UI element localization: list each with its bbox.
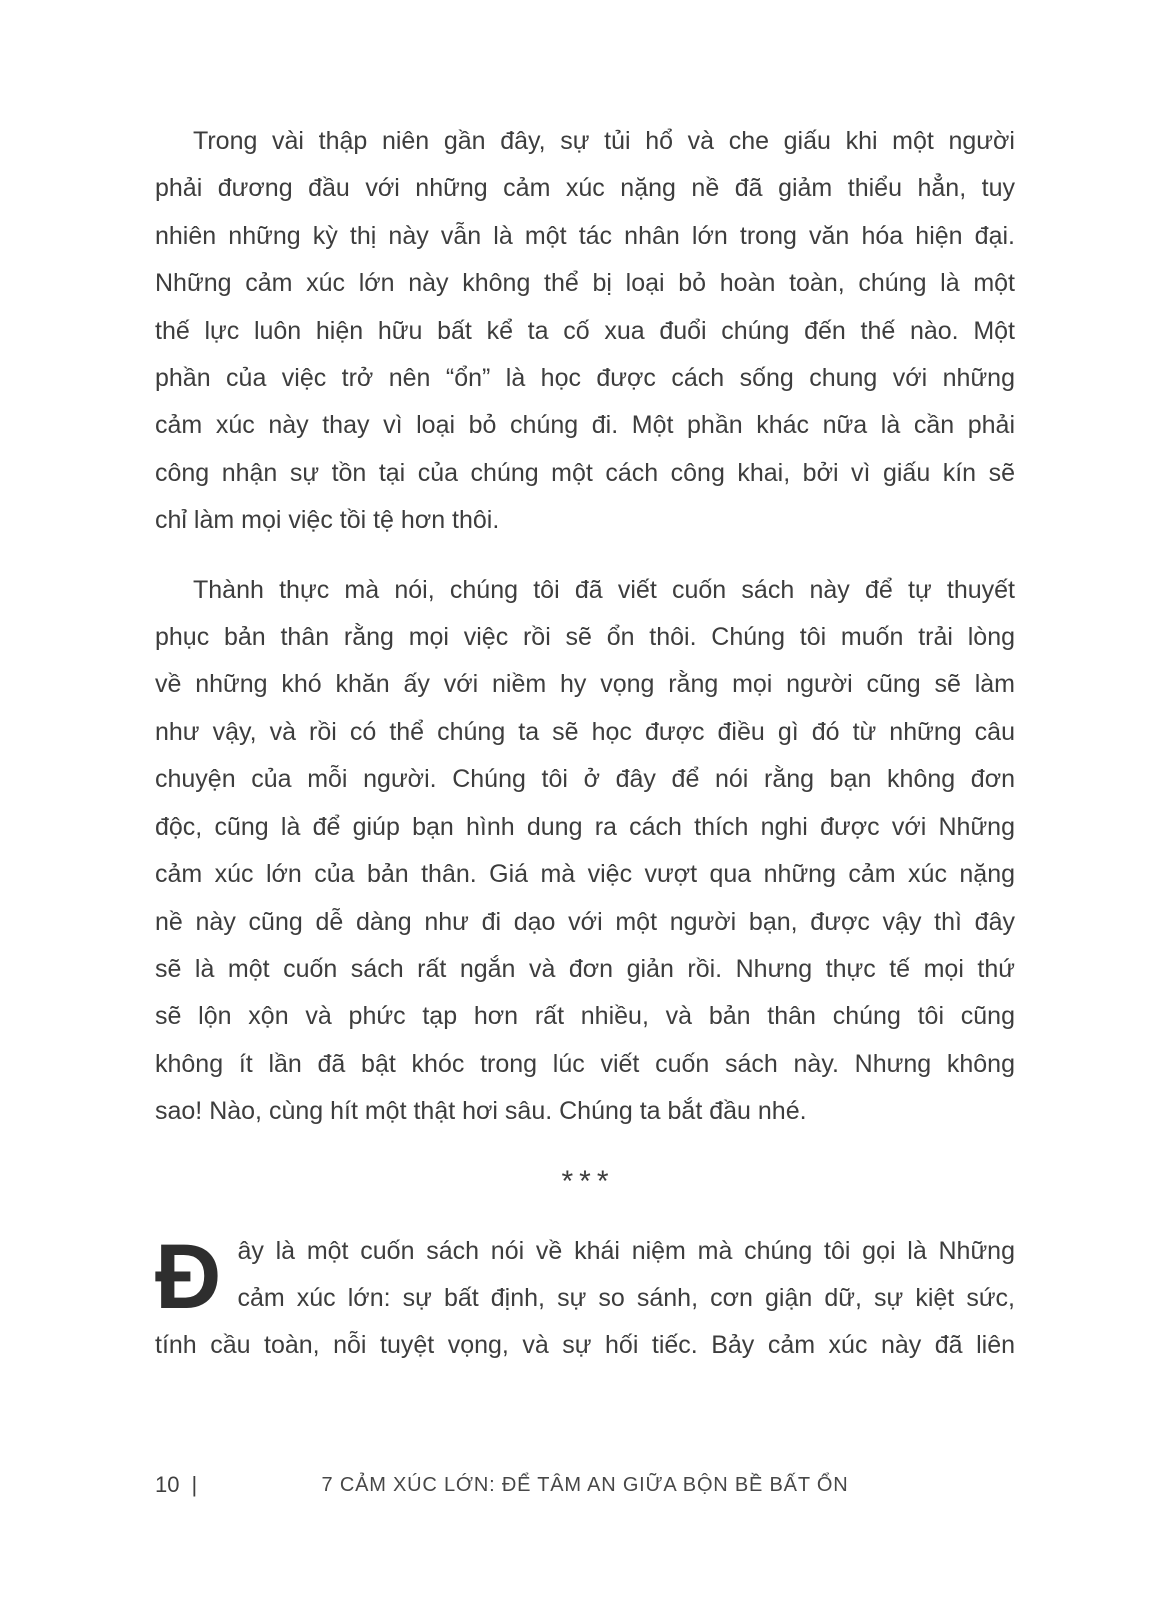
footer-divider-bar: | [191, 1472, 198, 1497]
dropcap-paragraph [155, 1225, 1015, 1370]
text-line: cảm xúc này thay vì loại bỏ chúng đi. Một phần khác nữa là cần phải [155, 411, 1015, 440]
dropcap-letter: Đ [155, 1225, 222, 1328]
text-line: cảm xúc lớn: sự bất định, sự so sánh, cơn giận dữ, sự kiệt sức, [237, 1283, 1015, 1312]
text-line: sẽ là một cuốn sách rất ngắn và đơn giản rồi. Nhưng thực tế mọi thứ [155, 954, 1015, 983]
text-line: phục bản thân rằng mọi việc rồi sẽ ổn thôi. Chúng tôi muốn trải lòng [155, 623, 1015, 652]
text-line: ây là một cuốn sách nói về khái niệm mà chúng tôi gọi là Những [237, 1236, 1015, 1265]
text-line: về những khó khăn ấy với niềm hy vọng rằng mọi người cũng sẽ làm [155, 670, 1015, 699]
text-line: Trong vài thập niên gần đây, sự tủi hổ và che giấu khi một người [193, 127, 1015, 155]
text-line: không ít lần đã bật khóc trong lúc viết cuốn sách này. Nhưng không [155, 1049, 1015, 1078]
text-line: công nhận sự tồn tại của chúng một cách công khai, bởi vì giấu kín sẽ [155, 458, 1015, 487]
text-line: nhiên những kỳ thị này vẫn là một tác nhân lớn trong văn hóa hiện đại. [155, 221, 1015, 250]
text-line: thế lực luôn hiện hữu bất kể ta cố xua đuổi chúng đến thế nào. Một [155, 316, 1015, 345]
text-line: phần của việc trở nên “ổn” là học được cách sống chung với những [155, 364, 1015, 393]
paragraph [155, 118, 1015, 545]
text-line: chỉ làm mọi việc tồi tệ hơn thôi. [155, 506, 500, 535]
text-line: sao! Nào, cùng hít một thật hơi sâu. Chúng ta bắt đầu nhé. [155, 1097, 807, 1126]
page-footer [155, 1472, 1015, 1506]
section-separator: *** [561, 1164, 615, 1198]
text-line: chuyện của mỗi người. Chúng tôi ở đây để nói rằng bạn không đơn [155, 765, 1015, 794]
text-line: nề này cũng dễ dàng như đi dạo với một người bạn, được vậy thì đây [155, 907, 1015, 936]
text-line: cảm xúc lớn của bản thân. Giá mà việc vượt qua những cảm xúc nặng [155, 860, 1015, 889]
text-line: sẽ lộn xộn và phức tạp hơn rất nhiều, và bản thân chúng tôi cũng [155, 1002, 1015, 1031]
text-line: độc, cũng là để giúp bạn hình dung ra cách thích nghi được với Những [155, 812, 1015, 841]
text-line: phải đương đầu với những cảm xúc nặng nề đã giảm thiểu hẳn, tuy [155, 174, 1015, 203]
text-line: tính cầu toàn, nỗi tuyệt vọng, và sự hối tiếc. Bảy cảm xúc này đã liên [155, 1331, 1015, 1360]
page-number: 10 [155, 1472, 180, 1497]
text-line: Thành thực mà nói, chúng tôi đã viết cuốn sách này để tự thuyết [193, 575, 1015, 604]
page-body [155, 118, 1015, 1370]
text-line: như vậy, và rồi có thể chúng ta sẽ học được điều gì đó từ những câu [155, 717, 1015, 746]
text-line: Những cảm xúc lớn này không thể bị loại bỏ hoàn toàn, chúng là một [155, 269, 1015, 298]
paragraph [155, 567, 1015, 1136]
body-paragraphs [155, 118, 1015, 1136]
running-title: 7 CẢM XÚC LỚN: ĐỂ TÂM AN GIỮA BỘN BỀ BẤT ỔN [321, 1474, 849, 1496]
